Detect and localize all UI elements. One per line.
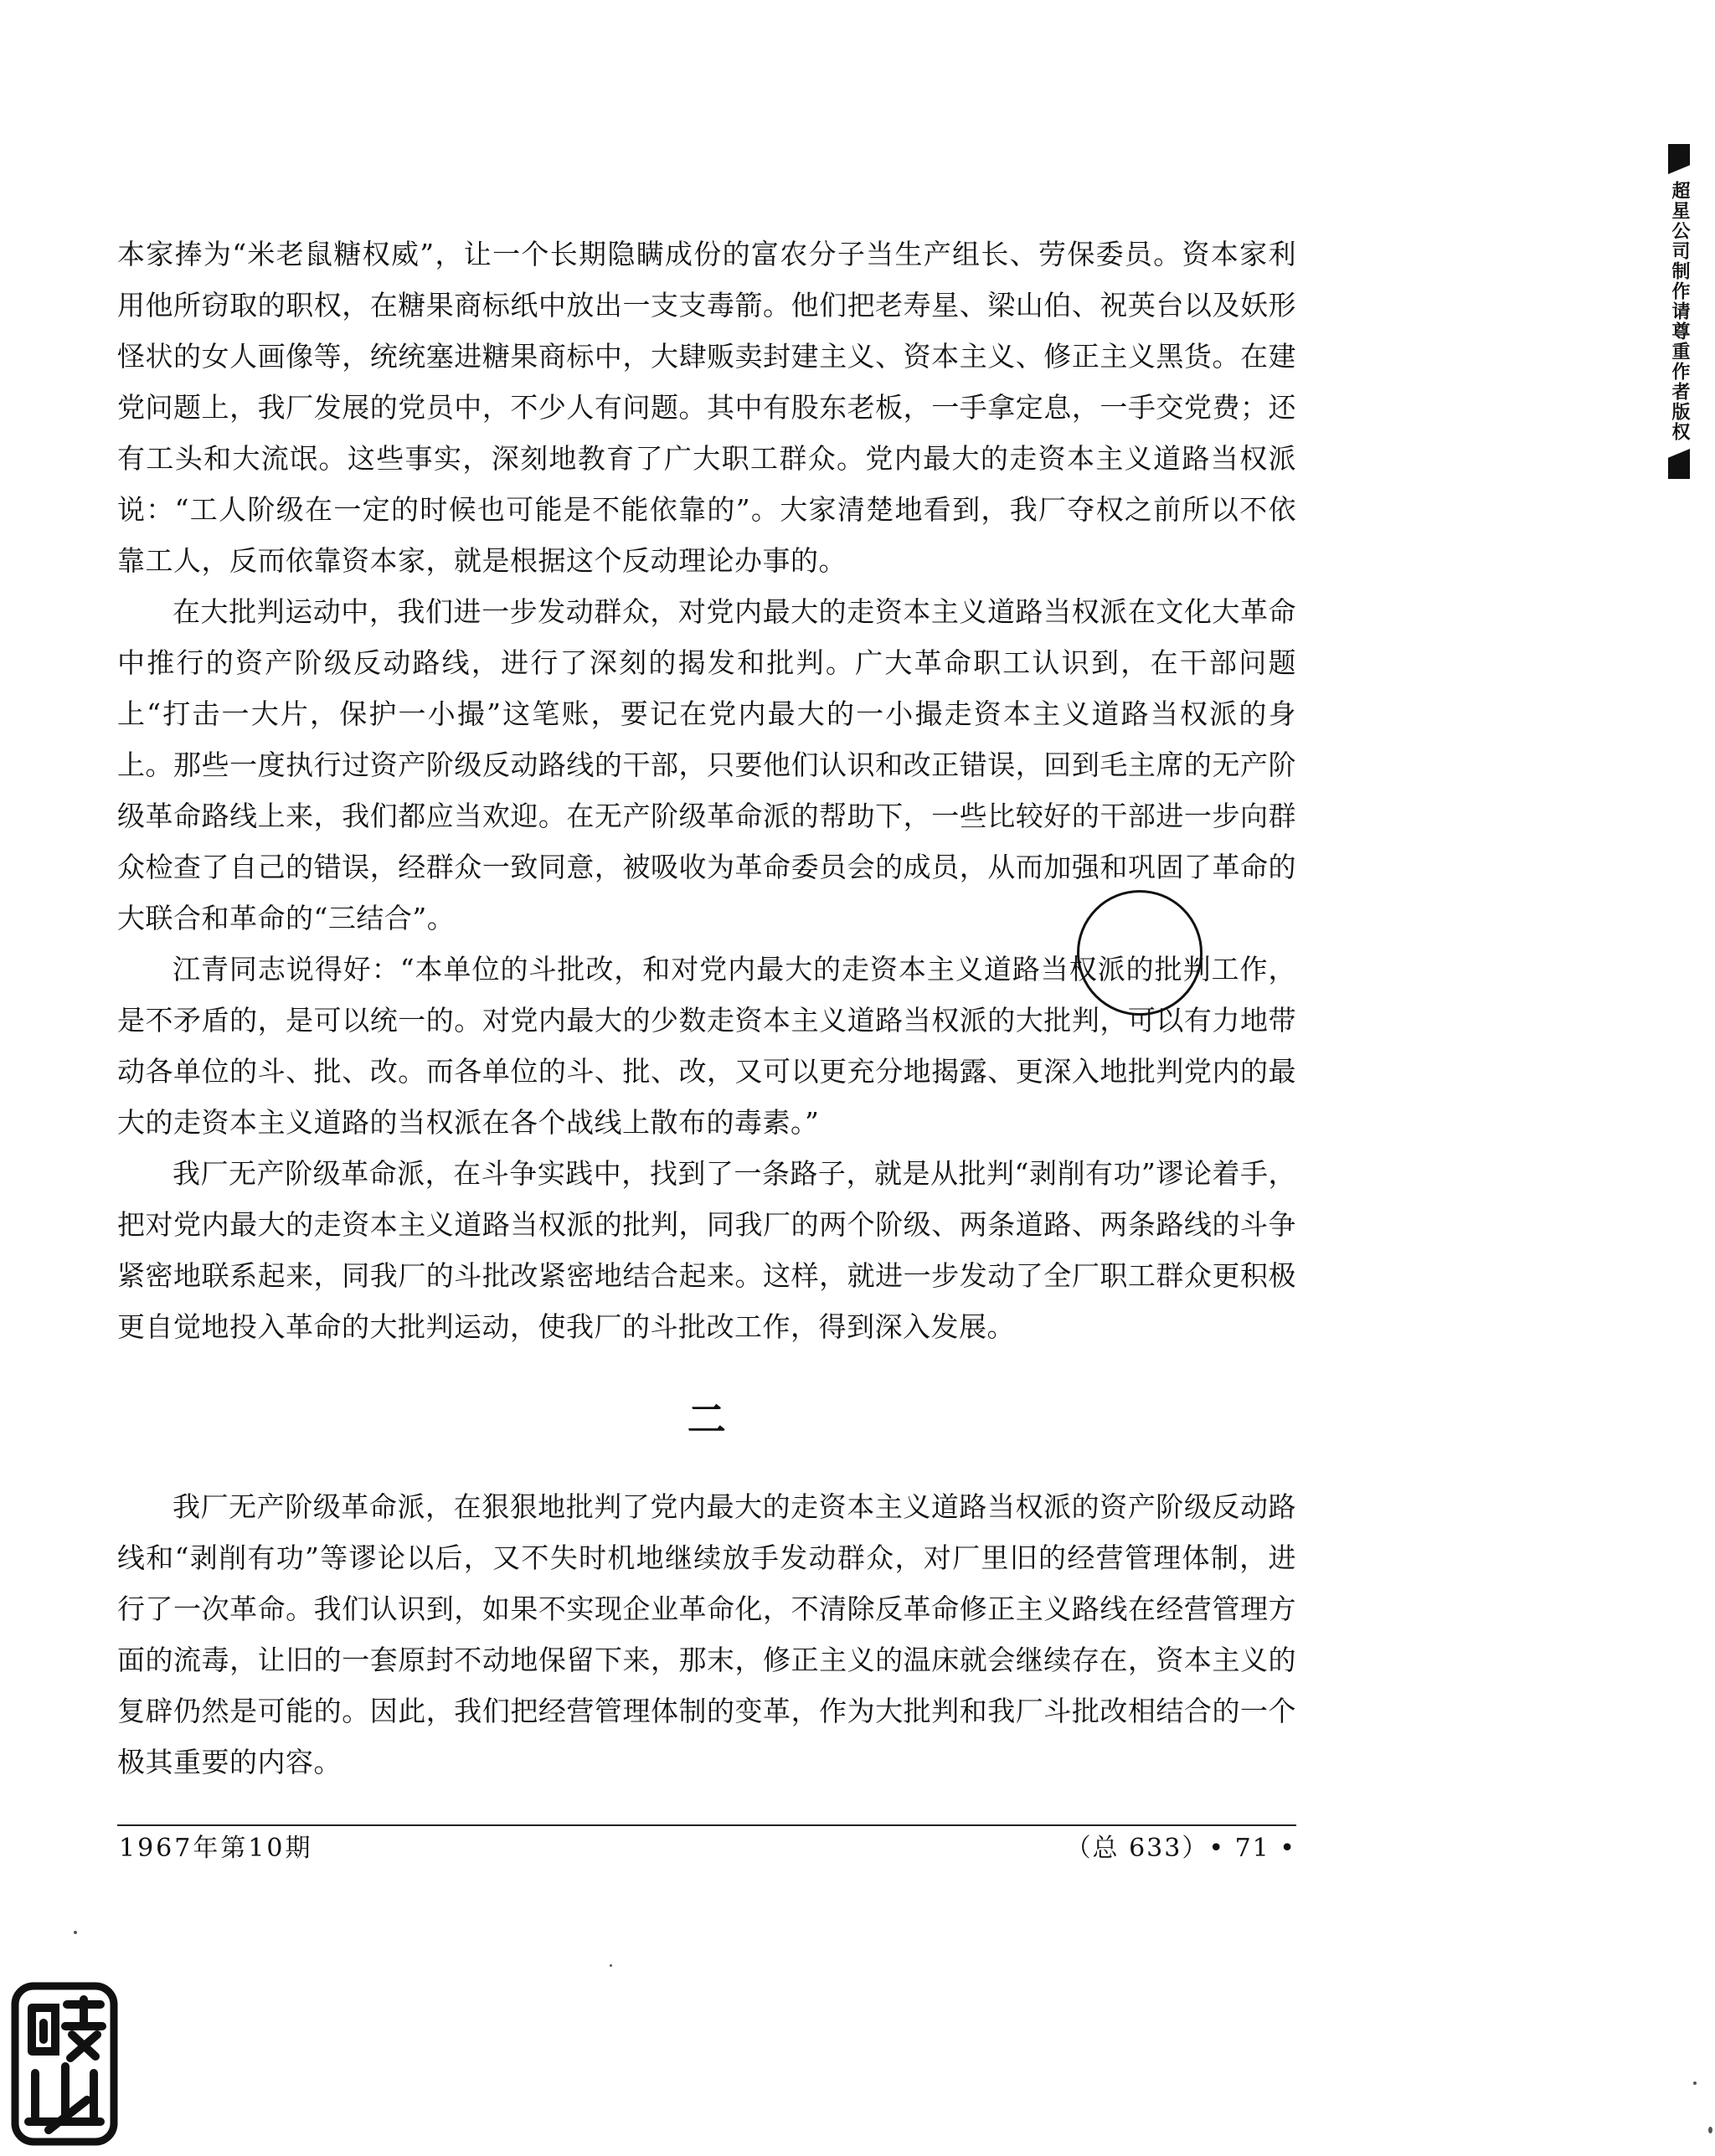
side-bar-top-mark [1668, 144, 1690, 174]
scan-speck [1708, 2127, 1712, 2133]
library-stamp-logo [7, 1974, 124, 2150]
scan-speck [610, 1964, 612, 1967]
handwritten-circle-mark [1077, 890, 1203, 1016]
side-bar-bottom-mark [1668, 449, 1690, 479]
stamp-glyphs [28, 1999, 102, 2130]
paragraph-5: 我厂无产阶级革命派，在狠狠地批判了党内最大的走资本主义道路当权派的资产阶级反动路线和“剥削有功”等谬论以后，又不失时机地继续放手发动群众，对厂里旧的经营管理体制，进行了一次革命。我们认识到，如果不实现企业革命化，不清除反革命修正主义路线在经营管理方面的流毒，让旧的一套原封不动地保留下来，那末，修正主义的温床就会继续存在，资本主义的复辟仍然是可能的。因此，我们把经营管理体制的变革，作为大批判和我厂斗批改相结合的一个极其重要的内容。 [117, 1490, 1296, 1778]
paragraph-4: 我厂无产阶级革命派，在斗争实践中，找到了一条路子，就是从批判“剥削有功”谬论着手，把对党内最大的走资本主义道路当权派的批判，同我厂的两个阶级、两条道路、两条路线的斗争紧密地联系起来，同我厂的斗批改紧密地结合起来。这样，就进一步发动了全厂职工群众更积极更自觉地投入革命的大批判运动，使我厂的斗批改工作，得到深入发展。 [117, 1157, 1296, 1343]
scan-speck [74, 1931, 77, 1934]
scan-speck [1693, 2081, 1697, 2085]
footer-issue: 1967年第10期 [119, 1834, 313, 1863]
paragraph-3: 江青同志说得好：“本单位的斗批改，和对党内最大的走资本主义道路当权派的批判工作，是不矛盾的，是可以统一的。对党内最大的少数走资本主义道路当权派的大批判，可以有力地带动各单位的斗、批、改。而各单位的斗、批、改，又可以更充分地揭露、更深入地批判党内的最大的走资本主义道路的当权派在各个战线上散布的毒素。” [117, 953, 1296, 1139]
footer-divider [117, 1824, 1296, 1826]
side-notice-text: 超星公司制作请尊重作者版权 [1669, 181, 1690, 442]
section-heading: 二 [687, 1397, 727, 1442]
side-copyright-notice [1665, 144, 1693, 479]
footer-page-number: （总 633）• 71 • [1065, 1834, 1296, 1863]
paragraph-2: 在大批判运动中，我们进一步发动群众，对党内最大的走资本主义道路当权派在文化大革命中推行的资产阶级反动路线，进行了深刻的揭发和批判。广大革命职工认识到，在干部问题上“打击一大片，保护一小撮”这笔账，要记在党内最大的一小撮走资本主义道路当权派的身上。那些一度执行过资产阶级反动路线的干部，只要他们认识和改正错误，回到毛主席的无产阶级革命路线上来，我们都应当欢迎。在无产阶级革命派的帮助下，一些比较好的干部进一步向群众检查了自己的错误，经群众一致同意，被吸收为革命委员会的成员，从而加强和巩固了革命的大联合和革命的“三结合”。 [117, 595, 1296, 934]
paragraph-1: 本家捧为“米老鼠糖权威”，让一个长期隐瞒成份的富农分子当生产组长、劳保委员。资本家利用他所窃取的职权，在糖果商标纸中放出一支支毒箭。他们把老寿星、梁山伯、祝英台以及妖形怪状的女人画像等，统统塞进糖果商标中，大肆贩卖封建主义、资本主义、修正主义黑货。在建党问题上，我厂发展的党员中，不少人有问题。其中有股东老板，一手拿定息，一手交党费；还有工头和大流氓。这些事实，深刻地教育了广大职工群众。党内最大的走资本主义道路当权派说：“工人阶级在一定的时候也可能是不能依靠的”。大家清楚地看到，我厂夺权之前所以不依靠工人，反而依靠资本家，就是根据这个反动理论办事的。 [117, 238, 1296, 577]
